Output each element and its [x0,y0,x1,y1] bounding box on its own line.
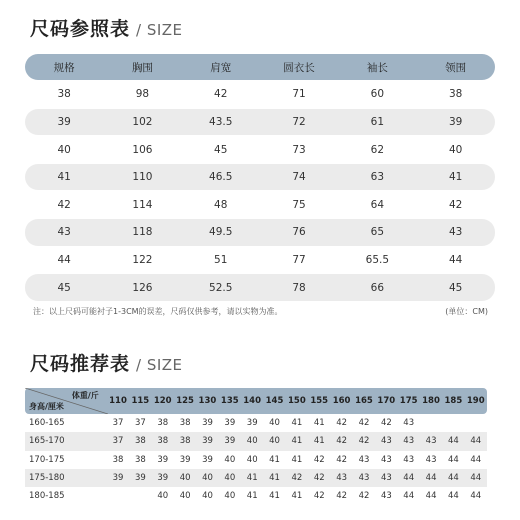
size-table-cell: 44 [57,254,71,266]
recommended-size-cell: 41 [291,454,303,465]
recommendation-body [25,414,487,505]
recommended-size-cell: 44 [448,473,459,484]
recommended-size-cell: 41 [291,491,303,502]
size-table-cell: 39 [448,116,463,129]
weight-header-cell: 135 [220,396,239,406]
recommended-size-cell: 43 [380,473,392,484]
size-table-cell: 39 [57,116,71,129]
height-range-label: 165-170 [29,436,65,447]
recommended-size-cell: 44 [470,436,482,447]
size-table-cell: 122 [132,254,153,266]
weight-header-cell: 130 [198,396,217,406]
recommended-size-cell: 39 [224,418,236,429]
size-header-cell: 领围 [445,61,467,74]
recommended-size-cell: 40 [224,454,236,465]
recommended-size-cell: 40 [202,473,213,484]
size-table-cell: 77 [292,254,306,266]
weight-header-cell: 155 [310,396,329,406]
height-range-label: 160-165 [29,418,65,429]
recommended-size-cell: 43 [358,454,370,465]
recommended-size-cell: 38 [157,418,169,429]
recommended-size-cell: 39 [157,473,169,484]
recommended-size-cell: 41 [269,454,280,465]
recommended-size-cell: 40 [246,436,258,447]
recommended-size-cell: 40 [179,491,191,502]
recommended-size-cell: 44 [448,491,459,502]
size-chart-title: 尺码参照表 [30,18,131,40]
size-table-cell: 46.5 [209,171,233,184]
recommended-size-cell: 44 [470,454,482,465]
recommended-size-cell: 40 [179,473,191,484]
recommendation-row [25,487,487,505]
recommended-size-cell: 42 [358,436,370,447]
recommended-size-cell: 39 [112,473,124,484]
size-table-row [25,274,495,300]
recommended-size-cell: 39 [202,454,213,465]
size-table-cell: 41 [57,171,71,184]
size-note: 注：以上尺码可能衬子1-3CM的误差，尺码仅供参考，请以实物为准。 [33,307,283,316]
recommended-size-cell: 42 [336,418,348,429]
size-table-cell: 41 [448,171,463,184]
recommended-size-cell: 39 [202,436,213,447]
height-axis-label: 身高/厘米 [29,402,64,411]
unit-label: (单位：CM) [445,307,488,316]
size-header-cell: 圆衣长 [283,61,315,74]
size-table-cell: 61 [370,116,385,129]
recommended-size-cell: 42 [313,491,325,502]
recommended-size-cell: 40 [269,418,280,429]
size-table-cell: 52.5 [209,281,233,294]
recommended-size-cell: 40 [269,436,280,447]
size-header-cell: 袖长 [366,61,388,74]
recommendation-table [25,388,487,505]
weight-header-cell: 125 [176,396,194,406]
weight-header-cell: 140 [243,396,262,406]
recommended-size-cell: 41 [246,473,258,484]
recommended-size-cell: 39 [202,418,213,429]
recommended-size-cell: 38 [179,436,191,447]
size-table-cell: 74 [292,171,306,184]
recommended-size-cell: 44 [448,436,459,447]
recommended-size-cell: 37 [112,418,124,429]
weight-header-cell: 145 [265,396,284,406]
recommended-size-cell: 44 [448,454,459,465]
recommended-size-cell: 42 [358,418,370,429]
size-table-row [25,219,495,245]
recommended-size-cell: 39 [157,454,169,465]
recommended-size-cell: 43 [380,436,392,447]
size-table-cell: 42 [214,88,228,101]
size-table-cell: 43.5 [209,116,233,129]
size-table-cell: 65.5 [365,254,390,266]
recommended-size-cell: 43 [425,454,437,465]
recommendation-row [25,414,487,432]
size-table-cell: 78 [292,281,306,294]
weight-header-cell: 180 [422,396,440,406]
recommended-size-cell: 42 [358,491,370,502]
recommended-size-cell: 43 [380,454,392,465]
size-chart-header [25,54,495,80]
size-table-cell: 40 [448,143,463,156]
size-table-cell: 98 [135,88,150,101]
size-table-cell: 45 [448,281,463,294]
size-table-cell: 45 [214,143,228,156]
size-table-cell: 43 [57,226,71,239]
recommended-size-cell: 41 [291,436,303,447]
recommendation-subtitle: / SIZE [136,356,183,374]
recommended-size-cell: 40 [224,491,236,502]
weight-header-cell: 160 [332,396,351,406]
note-row [33,306,488,317]
size-table-cell: 106 [132,143,153,156]
size-table-cell: 110 [132,171,153,184]
recommendation-row [25,469,487,487]
size-table-cell: 73 [292,143,306,156]
recommended-size-cell: 42 [380,418,392,429]
weight-header-cell: 175 [399,396,418,406]
recommended-size-cell: 43 [403,454,415,465]
size-table-cell: 66 [370,281,385,294]
size-table-cell: 63 [370,171,385,184]
size-table-cell: 43 [448,226,463,239]
size-table-cell: 45 [57,281,71,294]
recommended-size-cell: 44 [470,491,482,502]
recommendation-row [25,432,487,450]
recommended-size-cell: 38 [179,418,191,429]
recommended-size-cell: 41 [313,418,325,429]
weight-header-cell: 170 [377,396,396,406]
recommended-size-cell: 38 [134,436,146,447]
recommended-size-cell: 42 [336,491,348,502]
recommended-size-cell: 40 [157,491,169,502]
recommended-size-cell: 42 [313,473,325,484]
recommended-size-cell: 41 [269,491,280,502]
size-table-row [25,109,495,135]
recommendation-header [25,388,487,414]
size-chart-subtitle: / SIZE [136,21,183,39]
weight-header-cell: 165 [355,396,373,406]
size-table-cell: 38 [448,88,463,101]
recommended-size-cell: 37 [134,418,146,429]
recommendation-title: 尺码推荐表 [30,353,131,375]
recommended-size-cell: 42 [291,473,303,484]
size-table-row [25,81,495,107]
size-table-row [25,192,495,218]
size-table-cell: 42 [448,198,463,211]
recommendation-row [25,451,487,469]
recommended-size-cell: 44 [470,473,482,484]
recommended-size-cell: 38 [112,454,124,465]
recommended-size-cell: 42 [336,454,348,465]
size-table-cell: 75 [292,198,306,211]
weight-header-cell: 190 [466,396,485,406]
size-table-row [25,164,495,190]
size-header-cell: 规格 [53,61,75,74]
recommended-size-cell: 39 [246,418,258,429]
recommended-size-cell: 43 [403,418,415,429]
header-corner-cell [25,388,107,414]
weight-header-cell: 185 [444,396,463,406]
recommended-size-cell: 37 [112,436,124,447]
recommended-size-cell: 39 [134,473,146,484]
height-range-label: 175-180 [29,473,65,484]
recommended-size-cell: 42 [313,454,325,465]
size-table-cell: 51 [214,254,228,266]
size-table-cell: 48 [214,198,228,211]
size-header-cell: 胸围 [131,61,153,74]
size-table-cell: 102 [132,116,153,129]
size-table-cell: 44 [448,254,463,266]
recommended-size-cell: 40 [224,473,236,484]
height-range-label: 180-185 [29,491,65,502]
recommended-size-cell: 40 [246,454,258,465]
size-table-cell: 118 [132,226,153,239]
recommended-size-cell: 41 [291,418,303,429]
size-table-cell: 40 [57,143,71,156]
weight-header-cell: 150 [287,396,306,406]
weight-header-cell: 115 [131,396,150,406]
size-table-cell: 71 [292,88,306,101]
recommended-size-cell: 40 [202,491,213,502]
recommended-size-cell: 44 [425,473,437,484]
size-table-cell: 38 [57,88,71,101]
size-table-row [25,247,495,273]
recommended-size-cell: 43 [425,436,437,447]
recommended-size-cell: 43 [336,473,348,484]
recommended-size-cell: 41 [313,436,325,447]
recommended-size-cell: 43 [380,491,392,502]
size-chart-table [25,54,495,301]
recommended-size-cell: 38 [157,436,169,447]
recommendation-title-row [30,349,183,376]
recommended-size-cell: 39 [179,454,191,465]
size-table-cell: 65 [370,226,385,239]
size-table-cell: 72 [292,116,306,129]
size-header-cell: 肩宽 [210,61,232,74]
size-table-cell: 49.5 [209,226,233,239]
size-table-cell: 114 [132,198,153,211]
size-table-cell: 60 [370,88,385,101]
height-range-label: 170-175 [29,454,65,465]
weight-axis-label: 体重/斤 [71,391,99,400]
recommended-size-cell: 39 [224,436,236,447]
recommended-size-cell: 43 [358,473,370,484]
size-chart-body [25,81,495,300]
size-table-cell: 62 [370,143,385,156]
recommended-size-cell: 43 [403,436,415,447]
size-table-row [25,136,495,162]
size-table-cell: 42 [57,198,71,211]
recommended-size-cell: 44 [403,491,415,502]
weight-header-cell: 120 [153,396,172,406]
recommended-size-cell: 44 [403,473,415,484]
size-table-cell: 76 [292,226,306,239]
recommended-size-cell: 38 [134,454,146,465]
recommended-size-cell: 42 [336,436,348,447]
recommended-size-cell: 44 [425,491,437,502]
recommended-size-cell: 41 [269,473,280,484]
size-table-cell: 64 [370,198,385,211]
size-table-cell: 126 [132,281,153,294]
recommended-size-cell: 41 [246,491,258,502]
weight-header-cell: 110 [109,396,127,406]
size-chart-title-row [30,14,183,41]
